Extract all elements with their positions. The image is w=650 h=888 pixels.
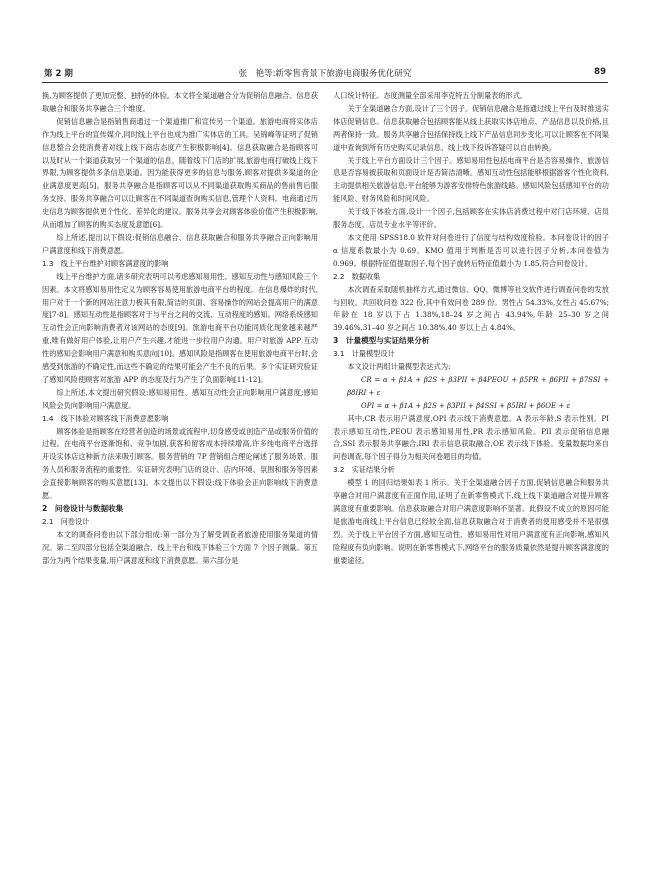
paragraph: 线上平台维护方面,诸多研究表明可以考虑感知易用性、感知互动性与感知风险三个因素。本文将感知易用性定义为顾客容易使用旅游电商平台的程度。在信息爆炸的时代,用户对于一个新的网站注意力极其有限,简洁的页面、容易操作的网站会提高用户的满意度[7-8]。感知互动性是指顾客对于与平台之间的交流、互动程度的感知。网络系统感知互动性会正向影响消费者对该网站的态度[9]。旅游电商平台功能同质化现象越来越严重,唯有做好用户体验,让用户产生兴趣,才能进一步拉用户沟通。用户对旅游 APP 互动性的感知会影响用户满意和购买意向[10]。感知风险是指顾客在使用旅游电商平台时,会感受到旅游的不确定性,而这些不确定的结果可能会产生不良的后果。多个实证研究验证了感知风险使顾客对旅游 APP 的态度及行为产生了负面影响[11-12]。 [42,271,318,384]
section-heading: 2 问卷设计与数据收集 [42,504,124,513]
paragraph: 本文的调查问卷由以下部分组成:第一部分为了解受调查者旅游使用服务渠道的情况。第二至四部分包括全渠道融合、线上平台和线下体验三个方面 7 个因子测量。第五部分为两个结果变量,用户满意度和线下消费意愿。第六部分是 [42,529,318,565]
paragraph: 综上所述,提出以下假设:促销信息融合、信息获取融合和服务共享融合正向影响用户满意度和线下消费意愿。 [42,232,318,255]
equation: OPI = α + β1A + β2S + β3PII + β4SSI + β5IRI + β6OE + ε [361,401,571,410]
subsection-heading: 3.1 计量模型设计 [333,349,395,359]
paragraph: 其中,CR 表示用户满意度,OPI 表示线下消费意愿。A 表示年龄,S 表示性别。PI 表示感知互动性,PEOU 表示感知易用性,PR 表示感知风险。PII 表示促销信息融合,SSI 表示服务共享融合,IRI 表示信息获取融合,OE 表示线下体验。变量数据均来自问卷调查,每个因子得分为相关问卷题目的均值。 [333,413,609,462]
paragraph: 本文设计两组计量模型表达式为: [347,362,451,372]
paragraph: 人口统计特征。态度测量全部采用李克特五分制量表的形式。 [333,91,528,100]
subsection-heading: 2.1 问卷设计 [42,516,90,526]
subsection-heading: 2.2 数据收集 [333,271,381,281]
paragraph: 关于全渠道融合方面,设计了三个因子。促销信息融合是指通过线上平台及时推送实体店促销信息。信息获取融合包括顾客能从线上获取实体店地点、产品信息以及价格,且两者保持一致。服务共享融合包括保持线上线下产品信息同步变化,可以让顾客在不同渠道中查询到所有历史购买记录信息、线上线下投诉答疑可以自由转换。 [333,103,609,152]
paragraph: 本次调查采取随机抽样方式,通过微信、QQ、微博等社交软件进行调查问卷的发放与回收。共回收问卷 322 份,其中有效问卷 289 份。男性占 54.33%,女性占 45.67%;年龄在 18 岁以下占 1.38%,18–24 岁之间占 43.94%,年龄 25–30 岁之间 39.46%,31–40 岁之间占 10.38%,40 岁以上占 4.84%。 [333,284,609,333]
right-column [333,90,609,850]
paragraph: 换,为顾客提供了更加完整、独特的体验。本文将全渠道融合分为促销信息融合、信息获取融合和服务共享融合三个维度。 [42,91,318,113]
running-title: 张 艳等:新零售背景下旅游电商服务优化研究 [238,69,412,79]
running-header [42,66,608,83]
paragraph: 模型 1 的回归结果如表 1 所示。关于全渠道融合因子方面,促销信息融合和服务共享融合对用户满意度有正面作用,证明了在新零售模式下,线上线下渠道融合对提升顾客满意度有重要影响。信息获取融合对用户满意度影响不显著。此假设不成立的原因可能是旅游电商线上平台信息已经较全面,信息获取融合对于消费者的使用感受并不是很强烈。关于线上平台因子方面,感知互动性、感知易用性对用户满意度有正向影响,感知风险程度有负向影响。说明在新零售模式下,网络平台的服务质量依然是提升顾客满意度的重要途径。 [333,478,609,565]
subsection-heading: 3.2 实证结果分析 [333,465,395,475]
equation: CR = α + β1A + β2S + β3PII + β4PEOU + β5PR + β6PII + β7SSI + β8IRI + ε [347,375,609,397]
subsection-heading: 1.4 线下体验对顾客线下消费意愿影响 [42,413,169,423]
paragraph: 关于线上平台方面设计三个因子。感知易用性包括电商平台是否容易操作、旅游信息是否容易被获取和页面设计是否简洁清晰。感知互动性包括能够根据游客个性化资料,主动提供相关旅游信息;平台能够为游客安排特色旅游线路。感知风险包括感知平台的功能风险、财务风险和时间风险。 [333,155,609,204]
left-column [42,90,318,850]
paragraph: 促销信息融合是指销售商通过一个渠道推广和宣传另一个渠道。旅游电商将实体店作为线上平台的宣传媒介,同时线上平台也成为推广实体店的工具。吴锦峰等证明了促销信息整合会使消费者对线上线下商店态度产生积极影响[4]。信息获取融合是指顾客可以及时从一个渠道获取另一个渠道的信息。随着线下门店的扩展,旅游电商打破线上线下界限,为顾客提供多条信息渠道。因为能获得更多的信息与服务,顾客对提供多渠道的企业满意度更高[5]。服务共享融合是指顾客可以从不同渠道获取购买商品的售前售后服务支持。服务共享融合可以让顾客在不同渠道查询购买信息,管理个人资料。电商通过历史信息为顾客提供更个性化、差异化的建议。服务共享会对顾客体验价值产生积极影响,从而增加了顾客的购买态度及意愿[6]。 [42,116,318,230]
subsection-heading: 1.3 线上平台维护对顾客满意度的影响 [42,258,169,268]
page-number: 89 [594,67,606,77]
paragraph: 本文使用 SPSS18.0 软件对问卷进行了信度与结构效度检验。本问卷设计的因子 α 信度系数最小为 0.69。KMO 值用于判断是否可以进行因子分析,本问卷值为 0.969。根据特征值提取因子,每个因子旋转后特征值最小为 1.85,符合问卷设计。 [333,232,609,268]
paragraph: 顾客体验是指顾客在经营者创造的场景或流程中,切身感受或创造产品或服务价值的过程。在电商平台逐渐饱和、竞争加剧,获客和留客成本持续增高,许多纯电商平台选择开设实体店这种新方法来吸引顾客。服务营销的 7P 营销组合理论阐述了服务场景、服务人员和服务流程的重要性。实证研究表明门店的设计、店内环境、氛围和服务等因素会直接影响顾客的购买意愿[13]。本文提出以下假设:线下体验会正向影响线下消费意愿。 [42,426,318,501]
section-heading: 3 计量模型与实证结果分析 [333,336,430,346]
paragraph: 关于线下体验方面,设计一个因子,包括顾客在实体店消费过程中对门店环境、店员服务态度、店员专业水平等评价。 [333,207,609,230]
paragraph: 综上所述,本文提出研究假设:感知易用性、感知互动性会正向影响用户满意度;感知风险会负向影响用户满意度。 [42,387,318,410]
issue-number: 第 2 期 [44,69,73,79]
